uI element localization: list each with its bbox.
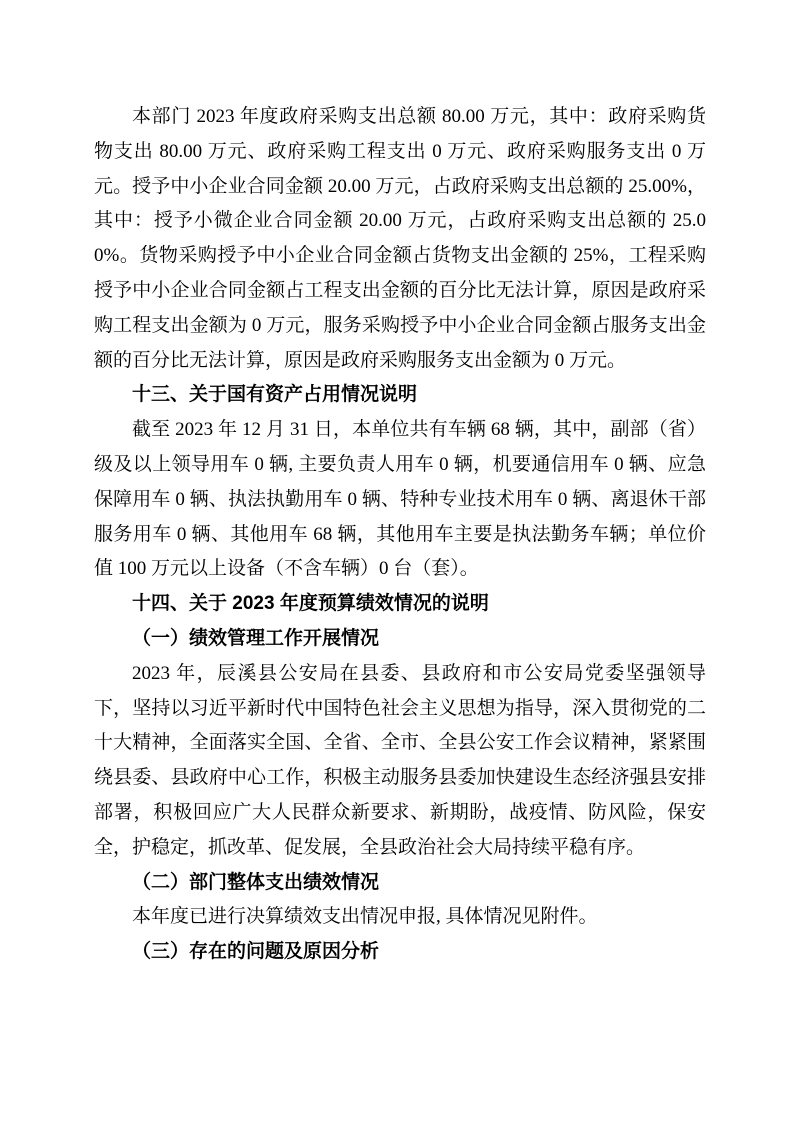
subheading-3-problems-and-causes: （三）存在的问题及原因分析 [132,941,380,963]
paragraph-state-assets-vehicles: 截至 2023 年 12 月 31 日，本单位共有车辆 68 辆，其中，副部（省）级及以上领导用车 0 辆, 主要负责人用车 0 辆，机要通信用车 0 辆、应急保障用车 0 辆、执法执勤用车 0 辆、特种专业技术用车 0 辆、离退休干部服务用车 0 辆、其他用车 68 辆，其他用车主要是执法勤务车辆；单位价值 100 万元以上设备（不含车辆）0 台（套）。 [94,419,706,580]
subheading-1-performance-management: （一）绩效管理工作开展情况 [132,627,380,649]
heading-section-14-budget-performance: 十四、关于 2023 年度预算绩效情况的说明 [132,593,489,615]
paragraph-performance-declaration: 本年度已进行决算绩效支出情况申报, 具体情况见附件。 [132,906,598,928]
document-content [94,100,706,970]
subheading-2-department-expenditure-performance: （二）部门整体支出绩效情况 [132,871,380,893]
paragraph-performance-overview: 2023 年，辰溪县公安局在县委、县政府和市公安局党委坚强领导下，坚持以习近平新时代中国特色社会主义思想为指导，深入贯彻党的二十大精神，全面落实全国、全省、全市、全县公安工作会议精神，紧紧围绕县委、县政府中心工作，积极主动服务县委加快建设生态经济强县安排部署，积极回应广大人民群众新要求、新期盼，战疫情、防风险，保安全，护稳定，抓改革、促发展，全县政治社会大局持续平稳有序。 [94,662,706,858]
heading-section-13-state-assets: 十三、关于国有资产占用情况说明 [132,384,418,406]
paragraph-government-procurement: 本部门 2023 年度政府采购支出总额 80.00 万元，其中：政府采购货物支出 80.00 万元、政府采购工程支出 0 万元、政府采购服务支出 0 万元。授予中小企业合同金额 20.00 万元，占政府采购支出总额的 25.00%，其中：授予小微企业合同金额 20.00 万元，占政府采购支出总额的 25.00%。货物采购授予中小企业合同金额占货物支出金额的 25%，工程采购授予中小企业合同金额占工程支出金额的百分比无法计算，原因是政府采购工程支出金额为 0 万元，服务采购授予中小企业合同金额占服务支出金额的百分比无法计算，原因是政府采购服务支出金额为 0 万元。 [94,106,706,371]
